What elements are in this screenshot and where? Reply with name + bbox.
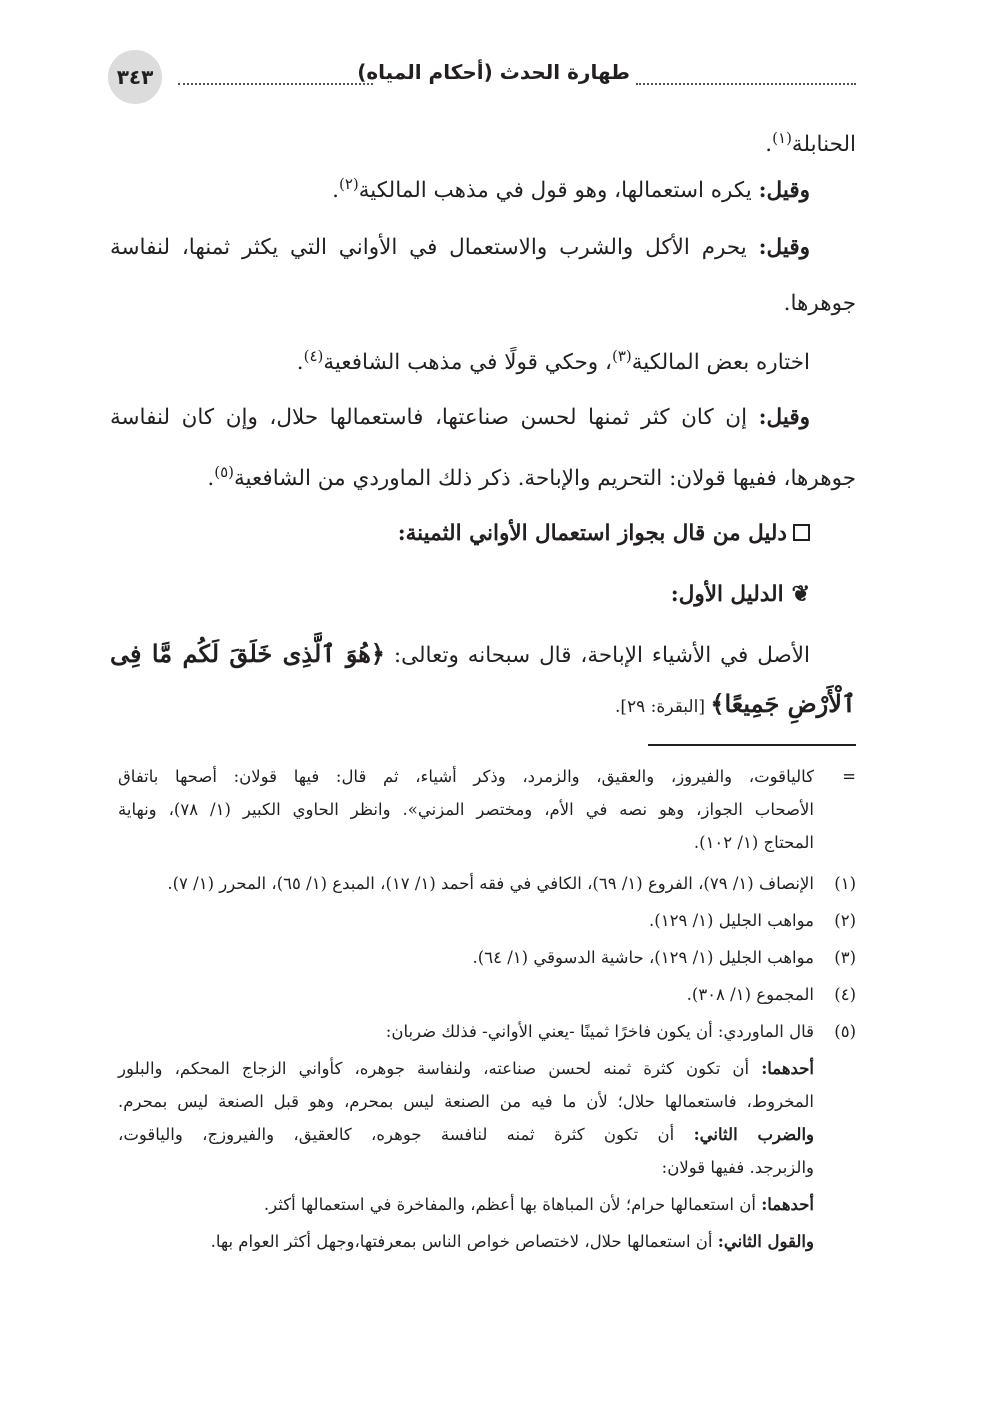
footnote-label: أحدهما: xyxy=(761,1195,814,1214)
text-line xyxy=(110,220,810,276)
continuation-marker: = xyxy=(842,767,856,786)
footnote-line: المحتاج (١/ ١٠٢). xyxy=(693,833,814,852)
footnote-line xyxy=(118,1052,814,1085)
text-span: جوهرها، ففيها قولان: التحريم والإباحة. ذكر ذلك الماوردي من الشافعية xyxy=(234,466,856,492)
footnote-label: أحدهما: xyxy=(761,1059,814,1078)
footnote-line: الأصحاب الجواز، وهو نصه في الأم، ومختصر المزني». وانظر الحاوي الكبير (١/ ٧٨)، ونهاية xyxy=(118,800,814,819)
running-title: طهارة الحدث (أحكام المياه) xyxy=(357,60,630,84)
section-heading xyxy=(398,506,810,562)
paragraph-label: وقيل: xyxy=(758,405,810,430)
footnote-number: (٢) xyxy=(834,911,856,930)
footnote-ref: (٤) xyxy=(303,347,324,365)
text-span: الأصل في الأشياء الإباحة، قال سبحانه وتعالى: xyxy=(384,643,810,668)
header-dotted-leader-right xyxy=(636,83,856,85)
footnote-text: أن استعمالها حلال، لاختصاص خواص الناس بمعرفتها،وجهل أكثر العوام بها. xyxy=(210,1232,718,1251)
quran-citation: [البقرة: ٢٩]. xyxy=(614,697,711,717)
footnote-text: المجموع (١/ ٣٠٨). xyxy=(686,985,814,1004)
text-span: يكره استعمالها، وهو قول في مذهب المالكية xyxy=(358,178,759,204)
footnote-number: (٤) xyxy=(834,985,856,1004)
footnote-ref: (١) xyxy=(772,129,792,147)
footnote-separator xyxy=(648,744,856,746)
footnote-text: قال الماوردي: أن يكون فاخرًا ثمينًا -يعني الأواني- فذلك ضربان: xyxy=(385,1022,814,1041)
heading-text: دليل من قال بجواز استعمال الأواني الثمينة: xyxy=(397,521,787,546)
footnote-text: أن استعمالها حرام؛ لأن المباهاة بها أعظم، والمفاخرة في استعمالها أكثر. xyxy=(263,1195,762,1214)
text-line xyxy=(615,676,856,732)
text-span: إن كان كثر ثمنها لحسن صناعتها، فاستعمالها حلال، وإن كان لنفاسة xyxy=(110,405,759,430)
footnote-line xyxy=(264,1188,814,1221)
text-line xyxy=(110,626,810,682)
footnote-line xyxy=(118,760,856,793)
footnote-text: الإنصاف (١/ ٧٩)، الفروع (١/ ٦٩)، الكافي في فقه أحمد (١/ ١٧)، المبدع (١/ ٦٥)، المحرر (١/ ٧). xyxy=(167,874,814,893)
leaf-ornament-icon: ❦ xyxy=(791,581,810,607)
footnote-item xyxy=(386,1015,856,1048)
footnote-line xyxy=(118,1118,814,1151)
footnote-number: (٣) xyxy=(834,948,856,967)
footnote-number: (٥) xyxy=(834,1022,856,1041)
text-line xyxy=(110,390,810,446)
footnote-text: مواهب الجليل (١/ ١٢٩)، حاشية الدسوقي (١/ ٦٤). xyxy=(472,948,814,967)
footnote-item xyxy=(473,941,856,974)
text-span: الحنابلة xyxy=(791,132,856,158)
heading-text: الدليل الأول: xyxy=(670,582,784,607)
page-number: ٣٤٣ xyxy=(108,50,162,104)
text-line: وقيل: يكره استعمالها، وهو قول في مذهب المالكية$^{(٢)}$. xyxy=(332,175,810,204)
page-header xyxy=(108,50,856,104)
footnote-line xyxy=(211,1225,814,1258)
footnote-label: والضرب الثاني: xyxy=(693,1125,815,1144)
footnote-text: أن تكون كثرة ثمنه لنافسة جوهره، كالعقيق، والفيروزج، والياقوت، xyxy=(118,1125,694,1144)
quran-verse: ﴿هُوَ ٱلَّذِى خَلَقَ لَكُم مَّا فِى xyxy=(110,639,385,668)
footnote-number: (١) xyxy=(834,874,856,893)
text-line: اختاره بعض المالكية$^{(٣)}$، وحكي قولًا في مذهب الشافعية$^{(٤)}$. xyxy=(296,347,810,376)
checkbox-square-icon xyxy=(793,524,810,541)
text-span: يحرم الأكل والشرب والاستعمال في الأواني التي يكثر ثمنها، لنفاسة xyxy=(110,235,759,260)
text-span: اختاره بعض المالكية xyxy=(631,350,810,376)
footnote-ref: (٣) xyxy=(611,347,632,365)
paragraph-label: وقيل: xyxy=(758,235,810,260)
text-line: جوهرها. xyxy=(783,291,856,316)
footnote-line: والزبرجد. ففيها قولان: xyxy=(661,1158,814,1177)
footnote-text: مواهب الجليل (١/ ١٢٩). xyxy=(649,911,814,930)
footnote-line: المخروط، فاستعمالها حلال؛ لأن ما فيه من الصنعة ليس بمحرم، وهو قبل الصنعة ليس بمحرم. xyxy=(118,1092,814,1111)
header-dotted-leader-left xyxy=(178,83,373,85)
quran-verse: ٱلْأَرْضِ جَمِيعًا﴾ xyxy=(710,689,856,718)
footnote-item xyxy=(687,978,856,1011)
footnote-item xyxy=(167,867,856,900)
text-line: الحنابلة$^{(١)}$. xyxy=(765,129,856,158)
footnote-ref: (٥) xyxy=(214,463,235,481)
footnote-text: كالياقوت، والفيروز، والعقيق، والزمرد، وذكر أشياء، ثم قال: فيها قولان: أصحها باتفاق xyxy=(118,767,814,786)
paragraph-label: وقيل: xyxy=(758,178,810,204)
footnote-item xyxy=(649,904,856,937)
footnote-label: والقول الثاني: xyxy=(717,1232,814,1251)
subsection-heading xyxy=(671,566,810,622)
footnote-text: أن تكون كثرة ثمنه لحسن صناعته، ولنفاسة جوهره، كأواني الزجاج المحكم، والبلور xyxy=(118,1059,762,1078)
text-line: جوهرها، ففيها قولان: التحريم والإباحة. ذكر ذلك الماوردي من الشافعية$^{(٥)}$. xyxy=(207,463,856,492)
text-span: ، وحكي قولًا في مذهب الشافعية xyxy=(323,350,612,376)
footnote-ref: (٢) xyxy=(339,175,359,193)
